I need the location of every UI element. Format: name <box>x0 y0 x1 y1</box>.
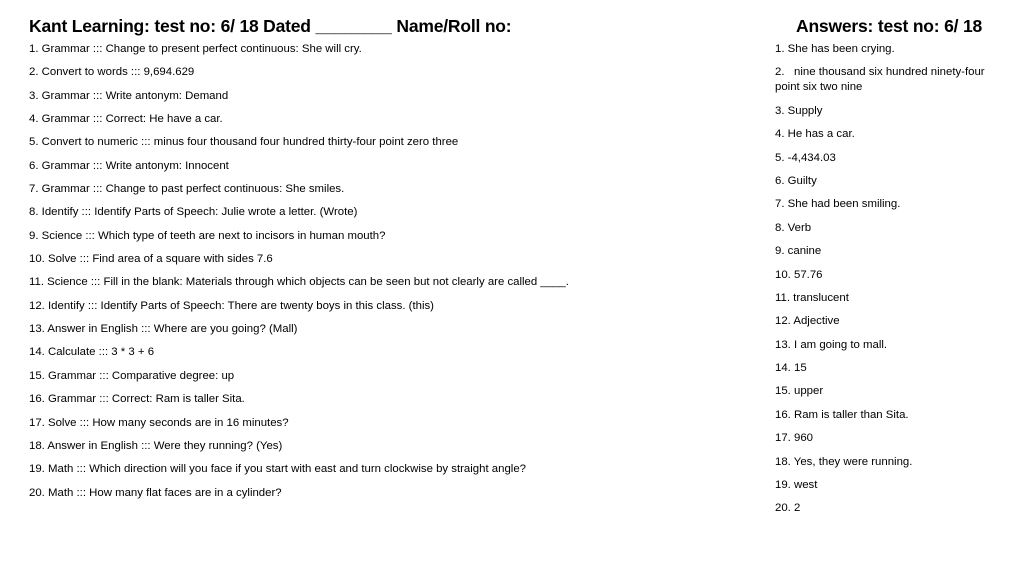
question-item: 18. Answer in English ::: Were they running? (Yes) <box>29 439 283 452</box>
question-item: 13. Answer in English ::: Where are you going? (Mall) <box>29 323 298 336</box>
question-item: 1. Grammar ::: Change to present perfect continuous: She will cry. <box>29 43 362 55</box>
question-item: 16. Grammar ::: Correct: Ram is taller Sita. <box>29 393 245 406</box>
answers-title: Answers: test no: 6/ 18 <box>796 16 983 36</box>
question-item: 11. Science ::: Fill in the blank: Materials through which objects can be seen but not clearly are called ____. <box>29 276 569 289</box>
question-item: 9. Science ::: Which type of teeth are next to incisors in human mouth? <box>29 229 386 242</box>
answer-item: 20. 2 <box>775 502 801 515</box>
question-item: 12. Identify ::: Identify Parts of Speech: There are twenty boys in this class. (this) <box>29 299 434 312</box>
question-item: 6. Grammar ::: Write antonym: Innocent <box>29 159 229 172</box>
answer-item: 4. He has a car. <box>775 128 855 141</box>
question-item: 4. Grammar ::: Correct: He have a car. <box>29 113 223 126</box>
answer-item: 8. Verb <box>775 221 812 234</box>
answer-item: 1. She has been crying. <box>775 43 895 55</box>
answer-list <box>775 42 1005 525</box>
answer-item: 5. -4,434.03 <box>775 151 836 164</box>
answer-item: 18. Yes, they were running. <box>775 455 913 468</box>
question-item: 2. Convert to words ::: 9,694.629 <box>29 66 195 79</box>
question-item: 8. Identify ::: Identify Parts of Speech: Julie wrote a letter. (Wrote) <box>29 206 358 219</box>
answer-item: 11. translucent <box>775 291 849 304</box>
question-item: 17. Solve ::: How many seconds are in 16 minutes? <box>29 416 289 429</box>
question-item: 7. Grammar ::: Change to past perfect continuous: She smiles. <box>29 183 345 196</box>
question-item: 14. Calculate ::: 3 * 3 + 6 <box>29 346 155 359</box>
answer-item: 2. nine thousand six hundred ninety-four point six two nine <box>775 66 991 94</box>
answer-item: 10. 57.76 <box>775 268 823 281</box>
question-list <box>29 42 749 509</box>
answer-item: 14. 15 <box>775 362 807 375</box>
answer-item: 17. 960 <box>775 432 814 445</box>
test-title: Kant Learning: test no: 6/ 18 Dated ________ Name/Roll no: <box>29 16 512 36</box>
answer-item: 15. upper <box>775 385 824 398</box>
answer-item: 19. west <box>775 479 818 492</box>
answer-item: 3. Supply <box>775 104 823 117</box>
question-item: 3. Grammar ::: Write antonym: Demand <box>29 89 229 102</box>
answer-item: 9. canine <box>775 245 822 258</box>
question-item: 5. Convert to numeric ::: minus four thousand four hundred thirty-four point zero three <box>29 136 459 149</box>
answer-item: 12. Adjective <box>775 315 840 328</box>
question-item: 10. Solve ::: Find area of a square with sides 7.6 <box>29 253 273 266</box>
answer-item: 13. I am going to mall. <box>775 338 888 351</box>
question-item: 15. Grammar ::: Comparative degree: up <box>29 369 235 382</box>
question-item: 20. Math ::: How many flat faces are in a cylinder? <box>29 486 282 499</box>
question-item: 19. Math ::: Which direction will you face if you start with east and turn clockwise by straight angle? <box>29 463 526 476</box>
answer-item: 6. Guilty <box>775 174 817 187</box>
answer-item: 16. Ram is taller than Sita. <box>775 408 909 421</box>
answer-item: 7. She had been smiling. <box>775 198 901 211</box>
